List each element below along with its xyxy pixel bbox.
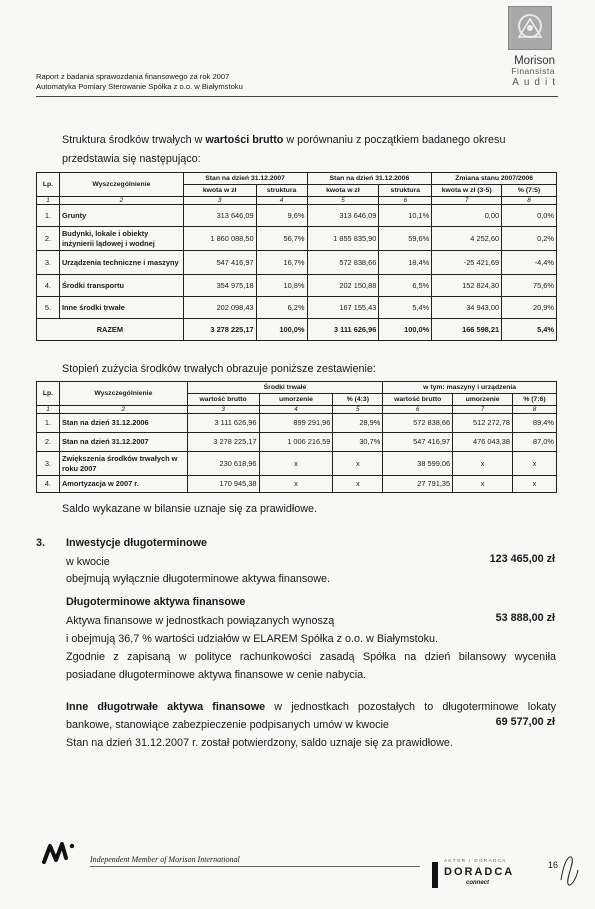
dlugo-title: Długoterminowe aktywa finansowe <box>66 596 246 608</box>
section-desc: obejmują wyłącznie długoterminowe aktywa finansowe. <box>66 573 331 585</box>
logo-name: Morison <box>514 55 555 67</box>
doradca-name: DORADCA <box>444 866 515 878</box>
col-name: Wyszczególnienie <box>59 173 183 197</box>
col-lp: Lp. <box>37 382 60 406</box>
col-wb-1: wartość brutto <box>187 394 259 406</box>
col-kwota-change: kwota w zł (3-5) <box>432 185 502 197</box>
footer-divider <box>90 866 420 867</box>
morison-logo-icon <box>508 6 552 50</box>
section-kwocie: w kwocie <box>66 556 110 568</box>
dlugo-line4: posiadane długoterminowe aktywa finansowe w cenie nabycia. <box>66 669 367 681</box>
section-amount: 123 465,00 zł <box>489 553 555 565</box>
col-wb-2: wartość brutto <box>383 394 453 406</box>
member-text: Independent Member of Morison International <box>90 855 240 864</box>
inne-line3: Stan na dzień 31.12.2007 r. został potwierdzony, saldo uznaje się za prawidłowe. <box>66 737 453 749</box>
logo-audit: Audit <box>512 77 560 88</box>
table-row: 5. Inne środki trwałe 202 098,43 6,2% 167 155,43 5,4% 34 943,00 20,9% <box>37 297 557 319</box>
inne-line1: Inne długotrwałe aktywa finansowe w jednostkach pozostałych to długoterminowe lokaty <box>66 701 556 713</box>
dlugo-amount: 53 888,00 zł <box>495 612 555 624</box>
col-group-2006: Stan na dzień 31.12.2006 <box>307 173 432 185</box>
wear-table <box>36 381 557 493</box>
table-row: 3. Urządzenia techniczne i maszyny 547 416,97 16,7% 572 838,66 18,4% -25 421,69 -4,4% <box>37 251 557 275</box>
col-struktura-2006: struktura <box>379 185 432 197</box>
column-numbers-row: 1 2 3 4 5 6 7 8 <box>37 197 557 205</box>
col-kwota-2006: kwota w zł <box>307 185 379 197</box>
col-um-2: umorzenie <box>453 394 513 406</box>
dlugo-line3: Zgodnie z zapisaną w polityce rachunkowości zasadą Spółka na dzień bilansowy wyceniła <box>66 651 556 663</box>
section-number: 3. <box>36 537 46 549</box>
col-group-machines: w tym: maszyny i urządzenia <box>383 382 557 394</box>
structure-table <box>36 172 557 341</box>
column-numbers-row: 1 2 3 4 5 6 7 8 <box>37 406 557 414</box>
intro2: Stopień zużycia środków trwałych obrazuje poniższe zestawienie: <box>62 363 376 375</box>
intro-line-2: przedstawia się następująco: <box>62 153 201 165</box>
report-title: Raport z badania sprawozdania finansowego za rok 2007 <box>36 72 230 81</box>
doradca-logo-icon <box>430 862 442 893</box>
total-row: RAZEM 3 278 225,17 100,0% 3 111 626,96 100,0% 166 598,21 5,4% <box>37 319 557 341</box>
table-row: 2. Stan na dzień 31.12.2007 3 278 225,17 1 006 216,59 30,7% 547 416,97 476 043,38 87,0% <box>37 433 557 452</box>
col-pct-1: % (4:3) <box>333 394 383 406</box>
page-number: 16 <box>548 860 559 870</box>
col-group-2007: Stan na dzień 31.12.2007 <box>183 173 307 185</box>
saldo-note: Saldo wykazane w bilansie uznaje się za prawidłowe. <box>62 503 318 515</box>
table-row: 1. Grunty 313 646,09 9,6% 313 646,09 10,1% 0,00 0,0% <box>37 205 557 227</box>
dlugo-line1: Aktywa finansowe w jednostkach powiązanych wynoszą <box>66 615 335 627</box>
col-pct-change: % (7:5) <box>502 185 557 197</box>
col-group-fixed-assets: Środki trwałe <box>187 382 383 394</box>
signature-icon <box>558 850 582 895</box>
table-row: 2. Budynki, lokale i obiekty inżynierii lądowej i wodnej 1 860 088,50 56,7% 1 855 835,90 59,6% 4 252,60 0,2% <box>37 227 557 251</box>
doradca-top: AKTOR I DORADCA <box>444 858 507 863</box>
table-row: 1. Stan na dzień 31.12.2006 3 111 626,96 899 291,96 28,9% 572 838,66 512 272,78 89,4% <box>37 414 557 433</box>
col-group-change: Zmiana stanu 2007/2006 <box>432 173 557 185</box>
dlugo-line2: i obejmują 36,7 % wartości udziałów w ELAREM Spółka z o.o. w Białymstoku. <box>66 633 439 645</box>
doradca-sub: connect <box>466 880 490 886</box>
col-name: Wyszczególnienie <box>59 382 187 406</box>
col-um-1: umorzenie <box>259 394 333 406</box>
col-pct-2: % (7:6) <box>513 394 557 406</box>
header-divider <box>36 96 558 97</box>
company-name: Automatyka Pomiary Sterowanie Spółka z o.o. w Białymstoku <box>36 82 243 91</box>
intro-line-1: Struktura środków trwałych w wartości brutto w porównaniu z początkiem badanego okresu <box>62 134 506 146</box>
section-title: Inwestycje długoterminowe <box>66 537 207 549</box>
table-row: 4. Środki transportu 354 975,18 10,8% 202 150,88 6,5% 152 824,30 75,6% <box>37 275 557 297</box>
inne-line2: bankowe, stanowiące zabezpieczenie podpisanych umów w kwocie <box>66 719 389 731</box>
col-kwota-2007: kwota w zł <box>183 185 256 197</box>
table-row: 3. Zwiększenia środków trwałych w roku 2007 230 618,96 x x 38 599,06 x x <box>37 452 557 476</box>
logo-sub: Finansista <box>511 66 555 76</box>
table-row: 4. Amortyzacja w 2007 r. 170 945,38 x x 27 791,35 x x <box>37 476 557 493</box>
col-struktura-2007: struktura <box>256 185 307 197</box>
col-lp: Lp. <box>37 173 60 197</box>
member-logo-icon <box>42 840 78 871</box>
inne-amount: 69 577,00 zł <box>495 716 555 728</box>
